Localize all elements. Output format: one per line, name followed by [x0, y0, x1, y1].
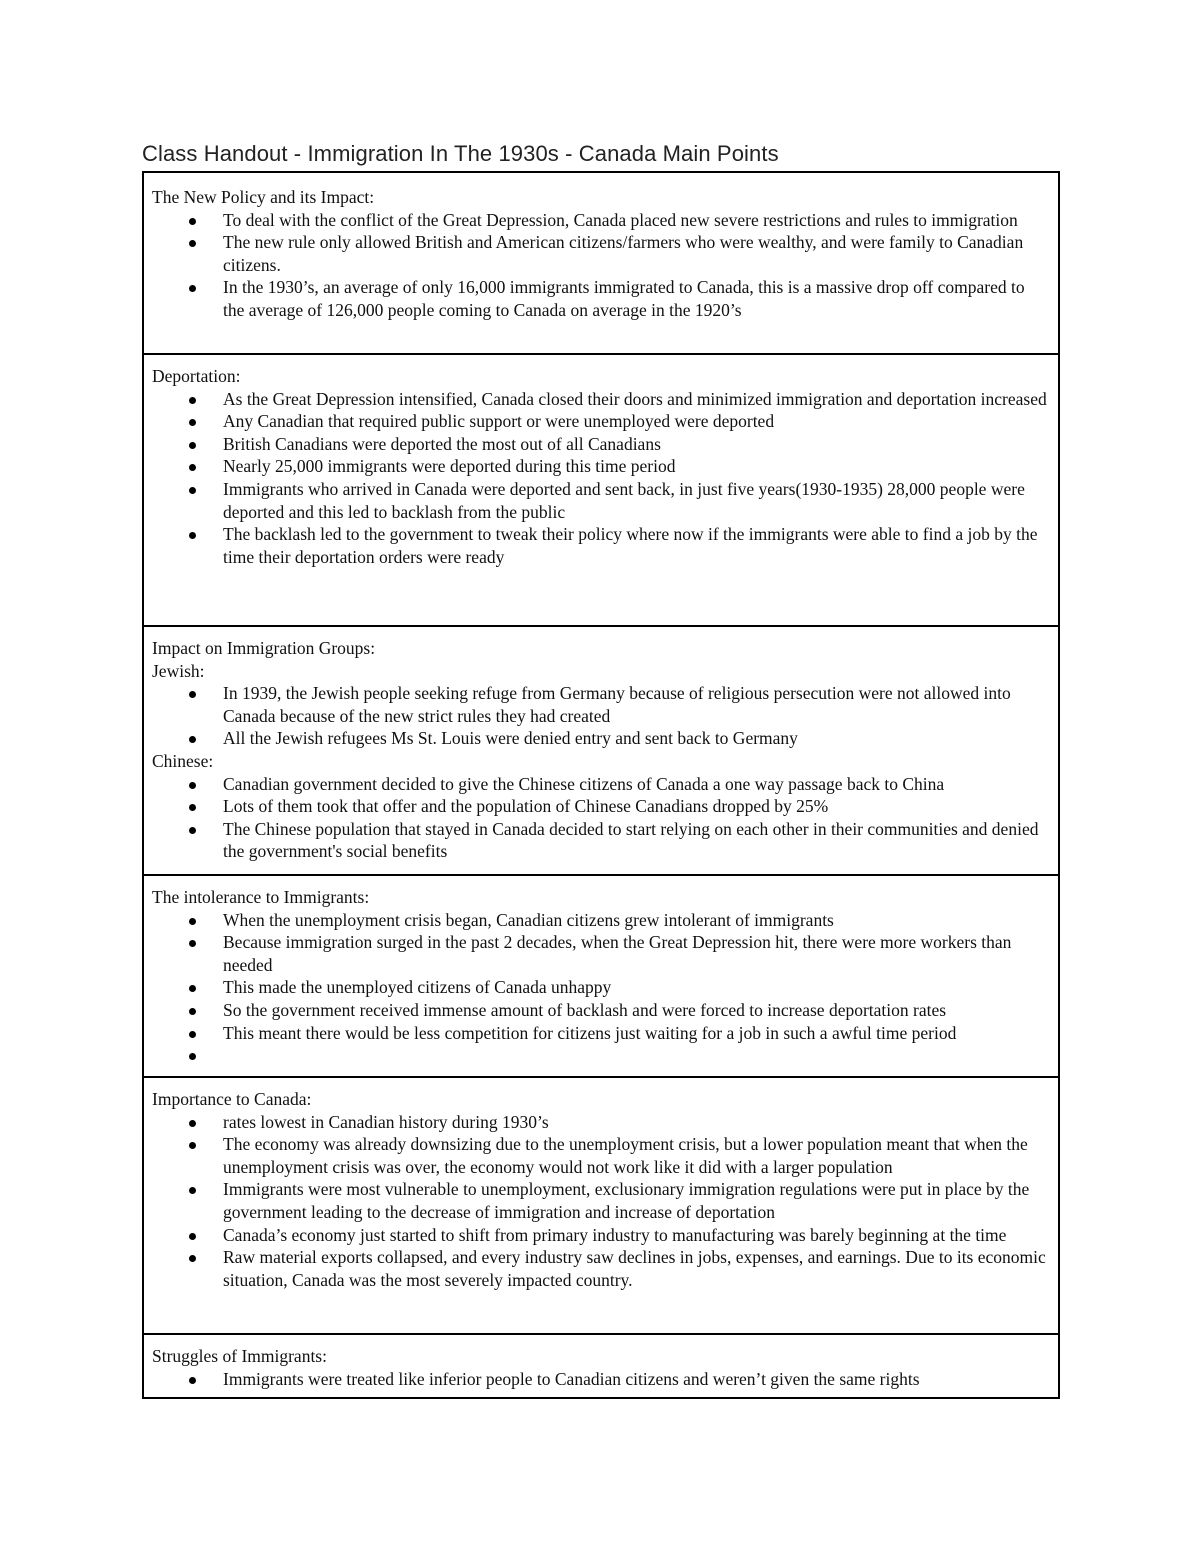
- bullet-list: [152, 1111, 1050, 1292]
- bullet-list: [152, 909, 1050, 1067]
- section-heading: Struggles of Immigrants:: [152, 1346, 327, 1366]
- list-item: Immigrants were most vulnerable to unemployment, exclusionary immigration regulations were put in place by the government leading to the decrease of immigration and increase of deportation: [152, 1178, 1050, 1223]
- list-item: Canada’s economy just started to shift from primary industry to manufacturing was barely beginning at the time: [152, 1224, 1050, 1247]
- subheading-chinese: Chinese:: [152, 750, 214, 771]
- list-item: Any Canadian that required public support or were unemployed were deported: [152, 410, 1050, 433]
- bullet-list: [152, 682, 1050, 750]
- list-item: This meant there would be less competition for citizens just waiting for a job in such a awful time period: [152, 1022, 1050, 1045]
- section-heading: The New Policy and its Impact:: [152, 187, 375, 207]
- list-item: Immigrants who arrived in Canada were deported and sent back, in just five years(1930-1935) 28,000 people were deported and this led to backlash from the public: [152, 478, 1050, 523]
- bullet-list: [152, 388, 1050, 569]
- bullet-list: [152, 773, 1050, 863]
- list-item: So the government received immense amount of backlash and were forced to increase deportation rates: [152, 999, 1050, 1022]
- list-item: British Canadians were deported the most out of all Canadians: [152, 433, 1050, 456]
- list-item: The economy was already downsizing due to the unemployment crisis, but a lower population meant that when the unemployment crisis was over, the economy would not work like it did with a larger population: [152, 1133, 1050, 1178]
- section-intolerance: [144, 874, 1058, 1076]
- list-item: Raw material exports collapsed, and every industry saw declines in jobs, expenses, and earnings. Due to its economic situation, Canada was the most severely impacted country.: [152, 1246, 1050, 1291]
- section-immigration-groups: [144, 625, 1058, 874]
- section-importance: [144, 1076, 1058, 1333]
- list-item-empty: [152, 1044, 1050, 1067]
- section-heading: The intolerance to Immigrants:: [152, 887, 370, 907]
- list-item: Immigrants were treated like inferior people to Canadian citizens and weren’t given the same rights: [152, 1368, 1050, 1391]
- list-item: In 1939, the Jewish people seeking refuge from Germany because of religious persecution were not allowed into Canada because of the new strict rules they had created: [152, 682, 1050, 727]
- section-new-policy: [144, 173, 1058, 353]
- subheading-jewish: Jewish:: [152, 660, 205, 681]
- section-heading: Deportation:: [152, 366, 241, 386]
- list-item: Lots of them took that offer and the population of Chinese Canadians dropped by 25%: [152, 795, 1050, 818]
- list-item: As the Great Depression intensified, Canada closed their doors and minimized immigration and deportation increased: [152, 388, 1050, 411]
- list-item: All the Jewish refugees Ms St. Louis were denied entry and sent back to Germany: [152, 727, 1050, 750]
- list-item: In the 1930’s, an average of only 16,000 immigrants immigrated to Canada, this is a massive drop off compared to the average of 126,000 people coming to Canada on average in the 1920’s: [152, 276, 1050, 321]
- section-struggles: [144, 1333, 1058, 1397]
- list-item: Nearly 25,000 immigrants were deported during this time period: [152, 455, 1050, 478]
- bullet-list: [152, 209, 1050, 322]
- list-item: When the unemployment crisis began, Canadian citizens grew intolerant of immigrants: [152, 909, 1050, 932]
- page-title: Class Handout - Immigration In The 1930s - Canada Main Points: [142, 141, 779, 166]
- list-item: The Chinese population that stayed in Canada decided to start relying on each other in their communities and denied the government's social benefits: [152, 818, 1050, 863]
- section-heading: Importance to Canada:: [152, 1089, 312, 1109]
- list-item: This made the unemployed citizens of Canada unhappy: [152, 976, 1050, 999]
- list-item: To deal with the conflict of the Great Depression, Canada placed new severe restrictions and rules to immigration: [152, 209, 1050, 232]
- handout-table: [142, 171, 1060, 1399]
- section-heading: Impact on Immigration Groups:: [152, 638, 376, 658]
- list-item: rates lowest in Canadian history during 1930’s: [152, 1111, 1050, 1134]
- list-item: The new rule only allowed British and American citizens/farmers who were wealthy, and were family to Canadian citizens.: [152, 231, 1050, 276]
- list-item: Canadian government decided to give the Chinese citizens of Canada a one way passage back to China: [152, 773, 1050, 796]
- section-deportation: [144, 353, 1058, 625]
- bullet-list: [152, 1368, 1050, 1391]
- list-item: The backlash led to the government to tweak their policy where now if the immigrants were able to find a job by the time their deportation orders were ready: [152, 523, 1050, 568]
- list-item: Because immigration surged in the past 2 decades, when the Great Depression hit, there were more workers than needed: [152, 931, 1050, 976]
